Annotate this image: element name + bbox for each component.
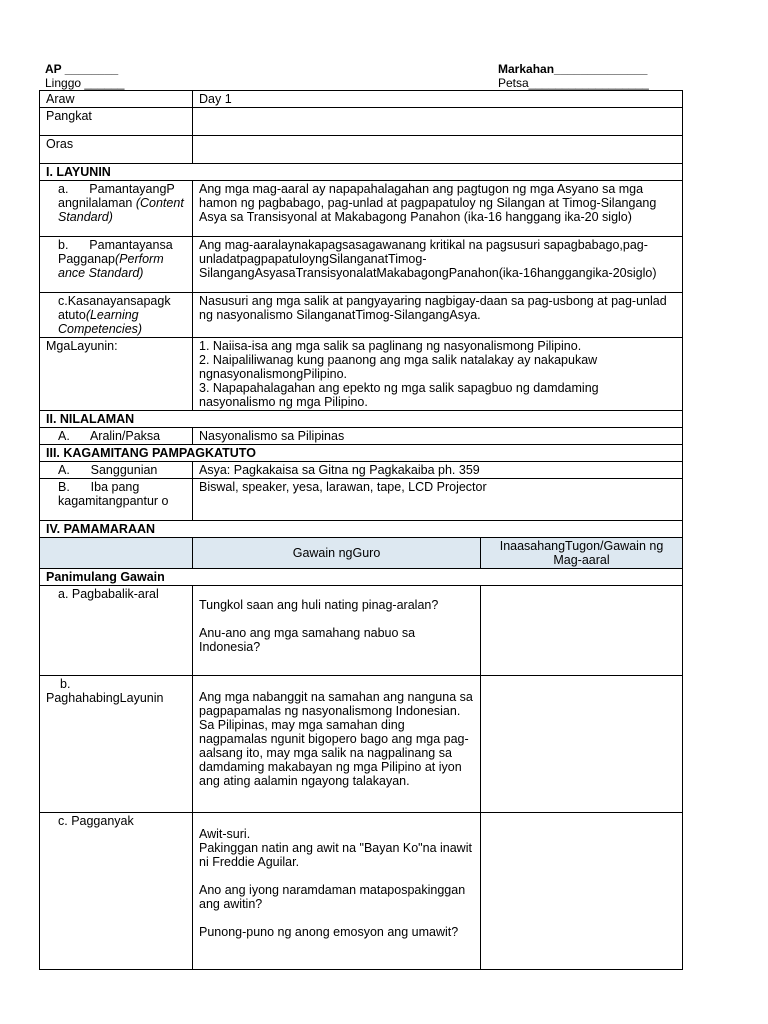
- sanggunian-row: [40, 462, 683, 479]
- ap-field: AP ________: [45, 62, 119, 76]
- paghahabing-guro: Ang mga nabanggit na samahan ang nanguna sa pagpapamalas ng nasyonalismong Indonesian. Sa Pilipinas, may mga samahan ding nagpamalas ngunit bigopero bago ang mga pag-aalsang ito, may mga salik na nagpalinang sa damdaming makabayan ng mga Pilipino at iyon ang ating aalamin ngayong talakayan.: [193, 676, 481, 813]
- araw-value: Day 1: [193, 91, 683, 108]
- column-header-guro: Gawain ngGuro: [193, 538, 481, 569]
- pagganyak-label: c. Pagganyak: [40, 813, 193, 970]
- mga-layunin-list: [193, 338, 683, 411]
- nilalaman-title: II. NILALAMAN: [40, 411, 683, 428]
- balik-aral-row: [40, 586, 683, 676]
- balik-aral-guro: Tungkol saan ang huli nating pinag-aralan? Anu-ano ang mga samahang nabuo sa Indonesia?: [193, 586, 481, 676]
- sanggunian-value: Asya: Pagkakaisa sa Gitna ng Pagkakaiba ph. 359: [193, 462, 683, 479]
- paghahabing-magaaral: [481, 676, 683, 813]
- sanggunian-label: A. Sanggunian: [40, 462, 193, 479]
- oras-value: [193, 136, 683, 164]
- panimula-row: [40, 569, 683, 586]
- lesson-plan-table: [39, 90, 683, 970]
- paghahabing-row: [40, 676, 683, 813]
- pangkat-value: [193, 108, 683, 136]
- mga-layunin-label: MgaLayunin:: [40, 338, 193, 411]
- layunin-item: 3. Napapahalagahan ang epekto ng mga salik sapagbuo ng damdaming nasyonalismo ng mga Pilipino.: [199, 381, 599, 409]
- pagganyak-guro: Awit-suri. Pakinggan natin ang awit na "Bayan Ko"na inawit ni Freddie Aguilar. Ano ang iyong naramdaman matapospakinggan ang awitin? Punong-puno ng anong emosyon ang umawit?: [193, 813, 481, 970]
- pamamaraan-section-row: [40, 521, 683, 538]
- araw-label: Araw: [40, 91, 193, 108]
- iba-pang-kagamitan-label: B. Iba pang kagamitangpantur o: [40, 479, 193, 521]
- iba-pang-kagamitan-value: Biswal, speaker, yesa, larawan, tape, LCD Projector: [193, 479, 683, 521]
- petsa-field: Petsa__________________: [498, 76, 649, 90]
- paghahabing-label: b. PaghahabingLayunin: [40, 676, 193, 813]
- performance-standard-label: b. Pamantayansa Pagganap(Perform ance Standard): [40, 237, 193, 293]
- oras-row: [40, 136, 683, 164]
- kagamitan-section-row: [40, 445, 683, 462]
- competencies-value: Nasusuri ang mga salik at pangyayaring nagbigay-daan sa pag-usbong at pag-unlad ng nasyonalismo SilanganatTimog-SilangangAsya.: [193, 293, 683, 338]
- competencies-row: [40, 293, 683, 338]
- content-standard-row: [40, 181, 683, 237]
- performance-standard-row: [40, 237, 683, 293]
- panimula-title: Panimulang Gawain: [40, 569, 683, 586]
- markahan-field: Markahan______________: [498, 62, 648, 76]
- layunin-title: I. LAYUNIN: [40, 164, 683, 181]
- aralin-row: [40, 428, 683, 445]
- performance-standard-value: Ang mag-aaralaynakapagsasagawanang kritikal na pagsusuri sapagbabago,pag-unladatpagpapatuloyngSilanganatTimog-SilangangAsyasaTransisyonalatMakabagongPanahon(ika-16hanggangika-20siglo): [193, 237, 683, 293]
- kagamitan-title: III. KAGAMITANG PAMPAGKATUTO: [40, 445, 683, 462]
- layunin-section-row: [40, 164, 683, 181]
- aralin-label: A. Aralin/Paksa: [40, 428, 193, 445]
- column-header-row: [40, 538, 683, 569]
- linggo-field: Linggo ______: [45, 76, 125, 90]
- pangkat-row: [40, 108, 683, 136]
- column-header-magaaral: InaasahangTugon/Gawain ng Mag-aaral: [481, 538, 683, 569]
- pamamaraan-title: IV. PAMAMARAAN: [40, 521, 683, 538]
- pagganyak-row: [40, 813, 683, 970]
- column-header-blank: [40, 538, 193, 569]
- iba-pang-kagamitan-row: [40, 479, 683, 521]
- pagganyak-magaaral: [481, 813, 683, 970]
- nilalaman-section-row: [40, 411, 683, 428]
- mga-layunin-row: [40, 338, 683, 411]
- content-standard-value: Ang mga mag-aaral ay napapahalagahan ang pagtugon ng mga Asyano sa mga hamon ng pagbabago, pag-unlad at pagpapatuloy ng Silangan at Timog-Silangang Asya sa Transisyonal at Makabagong Panahon (ika-16 hanggang ika-20 siglo): [193, 181, 683, 237]
- content-standard-label: a. PamantayangP angnilalaman (Content Standard): [40, 181, 193, 237]
- layunin-item: 2. Naipaliliwanag kung paanong ang mga salik natalakay ay nakapukaw ngnasyonalismongPilipino.: [199, 353, 598, 381]
- oras-label: Oras: [40, 136, 193, 164]
- balik-aral-label: a. Pagbabalik-aral: [40, 586, 193, 676]
- araw-row: [40, 91, 683, 108]
- pangkat-label: Pangkat: [40, 108, 193, 136]
- aralin-value: Nasyonalismo sa Pilipinas: [193, 428, 683, 445]
- layunin-item: 1. Naiisa-isa ang mga salik sa paglinang ng nasyonalismong Pilipino.: [199, 339, 582, 353]
- balik-aral-magaaral: [481, 586, 683, 676]
- competencies-label: c.Kasanayansapagk atuto(Learning Competencies): [40, 293, 193, 338]
